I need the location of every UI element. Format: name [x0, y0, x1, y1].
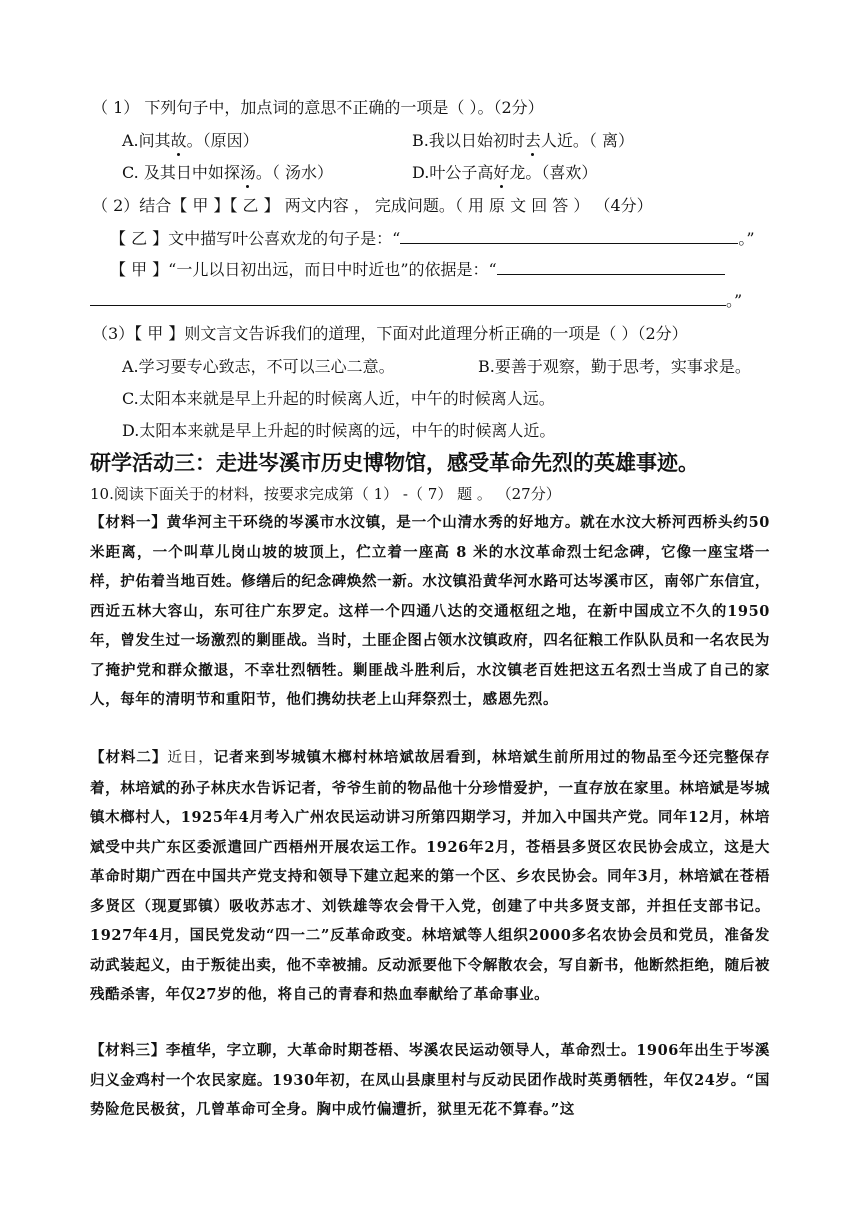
q2-answer-blank-2[interactable] — [497, 260, 725, 275]
q1-option-c-dotted-word: 汤 — [239, 163, 256, 182]
material-1-tag: 【材料一】 — [90, 514, 167, 531]
q2-answer-line-1 — [110, 228, 755, 250]
material-3-text: 李植华，字立聊，大革命时期苍梧、岑溪农民运动领导人，革命烈士。1906年出生于岑溪归义金鸡村一个农民家庭。1930年初，在凤山县康里村与反动民团作战时英勇牺牲，年仅24岁。“国势险危民极贫，几曾革命可全身。胸中成竹偏遭折，狱里无花不算春。”这 — [90, 1042, 771, 1118]
q2-line1-suffix: 。” — [738, 229, 755, 248]
q2-answer-blank-3[interactable] — [90, 291, 726, 306]
q1-option-d-pre: D.叶公子高 — [412, 163, 494, 182]
material-1-text: 黄华河主干环绕的岑溪市水汶镇，是一个山清水秀的好地方。就在水汶大桥河西桥头约50米距离，一个叫草儿岗山坡的坡顶上，伫立着一座高 8 米的水汶革命烈士纪念碑，它像一座宝塔一样，护佑着当地百姓。修缮后的纪念碑焕然一新。水汶镇沿黄华河水路可达岑溪市区，南邻广东信宜，西近五林大容山，东可往广东罗定。这样一个四通八达的交通枢纽之地，在新中国成立不久的1950年，曾发生过一场激烈的剿匪战。当时，土匪企图占领水汶镇政府，四名征粮工作队队员和一名农民为了掩护党和群众撤退，不幸壮烈牺牲。剿匪战斗胜利后，水汶镇老百姓把这五名烈士当成了自己的家人，每年的清明节和重阳节，他们携幼扶老上山拜祭烈士，感恩先烈。 — [90, 514, 770, 708]
q1-option-c-post: 。（ 汤水） — [255, 163, 333, 182]
q2-stem: （ 2）结合【 甲 】【 乙 】 两文内容 ， 完成问题。（ 用 原 文 回 答 ） （4分） — [92, 196, 653, 215]
material-2-tag: 【材料二】 — [90, 749, 168, 766]
material-3-tag: 【材料三】 — [90, 1042, 166, 1059]
q1-option-b-pre: B.我以日始初时 — [412, 131, 525, 150]
q1-option-b-post: 人近。（ 离） — [540, 131, 634, 150]
material-2-lead: 近日， — [167, 750, 214, 766]
q3-option-a: A.学习要专心致志，不可以三心二意。 — [122, 357, 395, 376]
q10-stem: 10.阅读下面关于的材料，按要求完成第（ 1） -（ 7） 题 。 （27分） — [90, 485, 561, 503]
q3-stem: （3）【 甲 】则文言文告诉我们的道理，下面对此道理分析正确的一项是（ ）（2分） — [92, 324, 688, 343]
q1-option-b — [412, 130, 634, 152]
q1-option-a — [122, 130, 259, 152]
q3-option-d: D.太阳本来就是早上升起的时候离的远，中午的时候离人近。 — [122, 421, 556, 440]
q1-option-a-dotted-word: 故 — [170, 131, 187, 150]
q1-option-b-dotted-word: 去 — [524, 131, 541, 150]
q2-line3-suffix: 。” — [726, 291, 743, 310]
q2-line1-prefix: 【 乙 】文中描写叶公喜欢龙的句子是：“ — [110, 229, 401, 248]
q1-option-d-post: 龙。（喜欢） — [509, 163, 598, 182]
material-2 — [90, 743, 770, 1010]
material-3 — [90, 1036, 770, 1125]
q3-option-c: C.太阳本来就是早上升起的时候离人近，中午的时候离人远。 — [122, 389, 555, 408]
q1-option-d-dotted-word: 好 — [493, 163, 510, 182]
q3-option-b: B.要善于观察，勤于思考，实事求是。 — [478, 357, 751, 376]
q2-answer-blank-1[interactable] — [400, 229, 738, 244]
q1-stem: （ 1） 下列句子中，加点词的意思不正确的一项是（ ）。（2分） — [92, 98, 544, 117]
activity3-heading: 研学活动三：走进岑溪市历史博物馆，感受革命先烈的英雄事迹。 — [90, 451, 699, 475]
q2-line2-prefix: 【 甲 】“一儿以日初出远，而日中时近也”的依据是：“ — [110, 260, 497, 279]
q1-option-c-pre: C. 及其日中如探 — [122, 163, 240, 182]
material-1 — [90, 508, 770, 715]
q1-option-c — [122, 162, 333, 184]
q1-option-a-post: 。（原因） — [186, 131, 259, 150]
q1-option-a-pre: A.问其 — [122, 131, 171, 150]
q2-answer-line-2 — [110, 259, 725, 281]
material-2-text: 记者来到岑城镇木榔村林培斌故居看到，林培斌生前所用过的物品至今还完整保存着，林培斌的孙子林庆水告诉记者，爷爷生前的物品他十分珍惜爱护，一直存放在家里。林培斌是岑城镇木榔村人，1925年4月考入广州农民运动讲习所第四期学习，并加入中国共产党。同年12月，林培斌受中共广东区委派遣回广西梧州开展农运工作。1926年2月，苍梧县多贤区农民协会成立，这是大革命时期广西在中国共产党支持和领导下建立起来的第一个区、乡农民协会。同年3月，林培斌在苍梧多贤区（现夏郢镇）吸收苏志才、刘铁雄等农会骨干入党，创建了中共多贤支部，并担任支部书记。1927年4月，国民党发动“四一二”反革命政变。林培斌等人组织2000多名农协会员和党员，准备发动武装起义，由于叛徒出卖，他不幸被捕。反动派要他下令解散农会，写自新书，他断然拒绝，随后被残酷杀害，年仅27岁的他，将自己的青春和热血奉献给了革命事业。 — [90, 749, 770, 1003]
q2-answer-line-3 — [90, 290, 742, 312]
q1-option-d — [412, 162, 597, 184]
